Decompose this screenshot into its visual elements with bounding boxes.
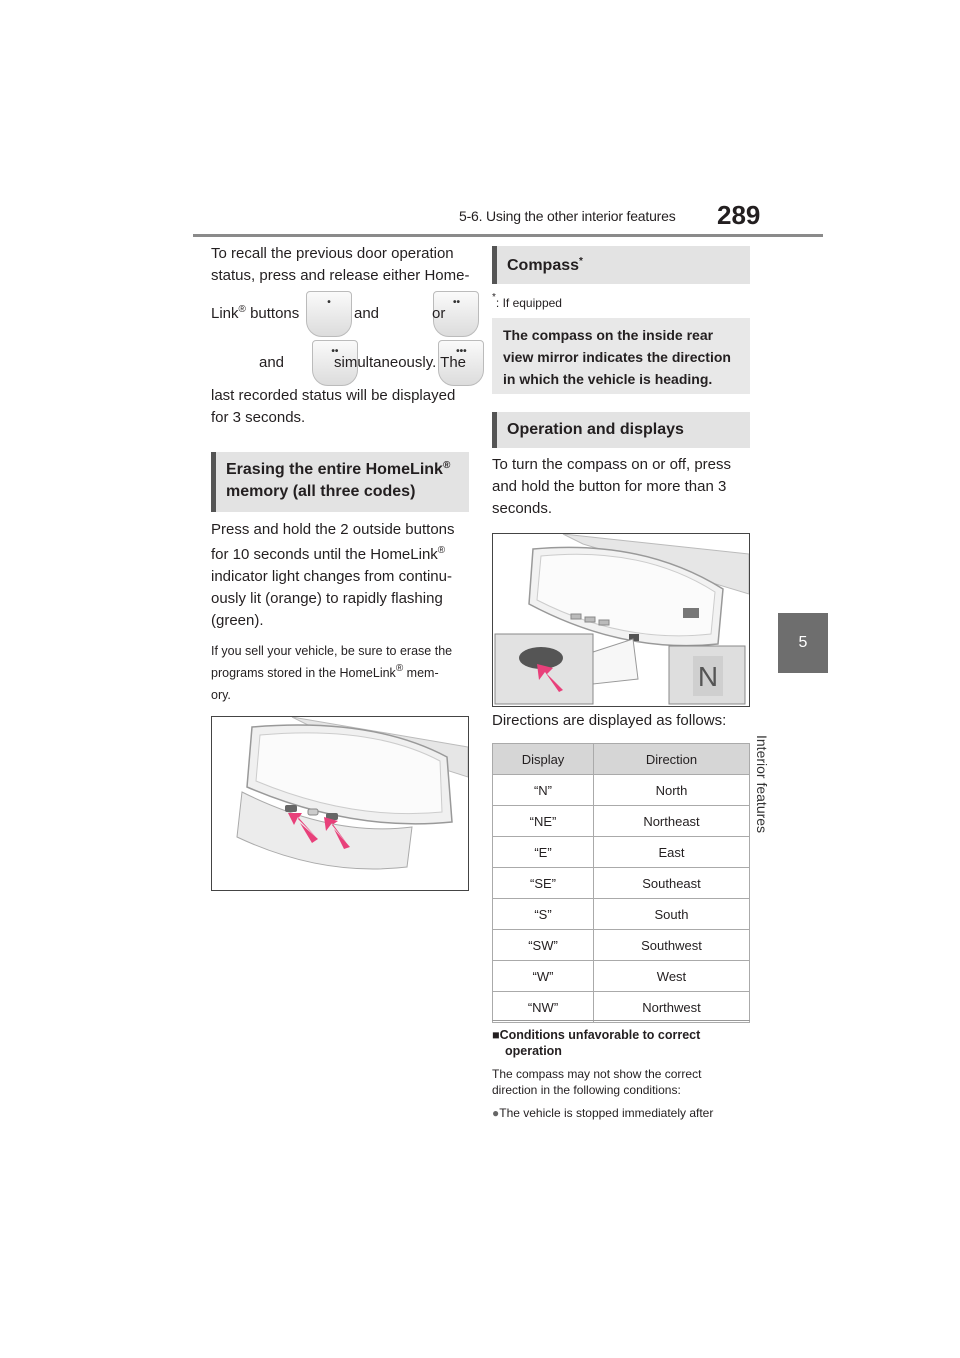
recall-line: status, press and release either Home- [211, 267, 470, 284]
header-display: Display [493, 744, 594, 775]
directions-table [492, 743, 750, 1023]
direction-cell: South [594, 899, 750, 930]
erase-line: ously lit (orange) to rapidly flashing [211, 590, 443, 607]
chapter-tab: 5 [778, 613, 828, 673]
header-direction: Direction [594, 744, 750, 775]
display-cell: “SW” [493, 930, 594, 961]
turn-paragraph [492, 454, 752, 520]
direction-cell: Northeast [594, 806, 750, 837]
homelink-word: Link [211, 305, 239, 322]
recall-line: for 3 seconds. [211, 409, 306, 426]
erase-heading [211, 452, 469, 512]
summary-line: in which the vehicle is heading. [503, 371, 713, 387]
conditions-bullet [492, 1105, 752, 1121]
table-row [493, 837, 750, 868]
registered-mark: ® [238, 304, 246, 315]
button-mark: •• [452, 297, 460, 308]
callout-lines [593, 639, 638, 684]
registered-mark: ® [395, 663, 404, 674]
summary-line: The compass on the inside rear [503, 327, 714, 343]
sell-note [211, 640, 473, 706]
button-mark: • [327, 297, 331, 308]
section-title: 5-6. Using the other interior features [459, 208, 676, 224]
table-row [493, 775, 750, 806]
and-word: and [354, 305, 380, 322]
note-line: mem- [403, 666, 439, 680]
bullet-icon: ● [492, 1106, 500, 1120]
or-word: or [432, 305, 446, 322]
compass-heading-text: Compass [507, 257, 580, 274]
display-cell: “SE” [493, 868, 594, 899]
registered-mark: ® [442, 460, 451, 471]
registered-mark: ® [437, 545, 446, 556]
if-equipped-note [492, 292, 562, 310]
display-cell: “NE” [493, 806, 594, 837]
direction-cell: Northwest [594, 992, 750, 1023]
button-mark: •• [331, 346, 339, 357]
conditions-paragraph [492, 1066, 752, 1098]
button-icon [599, 620, 609, 625]
summary-line: view mirror indicates the direction [503, 349, 731, 365]
display-cell: “NW” [493, 992, 594, 1023]
turn-line: and hold the button for more than 3 [492, 478, 727, 495]
compass-illustration [493, 534, 749, 706]
compass-summary [492, 318, 750, 394]
note-line: ory. [211, 688, 231, 702]
erase-line: for 10 seconds until the HomeLink [211, 546, 438, 563]
compass-heading [492, 246, 750, 284]
direction-cell: Southeast [594, 868, 750, 899]
note-line: programs stored in the HomeLink [211, 666, 396, 680]
asterisk: * [492, 292, 496, 303]
button-middle-icon [308, 809, 318, 815]
conditions-heading-text: Conditions unfavorable to correct [499, 1028, 701, 1042]
direction-cell: Southwest [594, 930, 750, 961]
erase-line: Press and hold the 2 outside buttons [211, 521, 455, 538]
conditions-heading [492, 1027, 742, 1059]
table-row [493, 899, 750, 930]
display-cell: “E” [493, 837, 594, 868]
buttons-word: buttons [245, 305, 300, 322]
conditions-line: direction in the following conditions: [492, 1083, 681, 1097]
table-header-row [493, 744, 750, 775]
recall-tail [211, 385, 471, 429]
square-bullet-icon: ■ [492, 1028, 500, 1042]
compass-letter: N [697, 661, 719, 692]
erase-heading-text: Erasing the entire HomeLink [226, 461, 443, 478]
header-rule [193, 234, 823, 237]
conditions-line: The compass may not show the correct [492, 1067, 702, 1081]
conditions-rule [492, 1020, 750, 1021]
mirror-illustration [212, 717, 468, 890]
display-cell: “W” [493, 961, 594, 992]
table-row [493, 930, 750, 961]
operation-heading: Operation and displays [492, 412, 750, 448]
mirror-buttons-figure [211, 716, 469, 891]
erase-paragraph [211, 519, 471, 632]
note-line: If you sell your vehicle, be sure to erase the [211, 644, 453, 658]
compass-mirror-figure [492, 533, 750, 707]
turn-line: seconds. [492, 500, 553, 517]
button-mark: ••• [456, 346, 467, 357]
conditions-heading-text: operation [505, 1044, 562, 1058]
erase-heading-text: memory (all three codes) [226, 483, 416, 500]
if-equipped-text: : If equipped [495, 296, 562, 310]
recall-paragraph [211, 243, 471, 287]
and-word: and [259, 354, 285, 371]
display-cell: “N” [493, 775, 594, 806]
compass-display-icon [683, 608, 699, 618]
bullet-text: The vehicle is stopped immediately after [499, 1106, 714, 1120]
erase-line: (green). [211, 612, 264, 629]
simultaneously-text: simultaneously. The [334, 354, 467, 371]
homelink-button-1-icon [306, 291, 352, 337]
recall-line: last recorded status will be displayed [211, 387, 456, 404]
asterisk: * [579, 256, 583, 267]
direction-cell: North [594, 775, 750, 806]
display-cell: “S” [493, 899, 594, 930]
button-icon [571, 614, 581, 619]
turn-line: To turn the compass on or off, press [492, 456, 732, 473]
table-row [493, 992, 750, 1023]
directions-intro: Directions are displayed as follows: [492, 712, 727, 729]
recall-line: To recall the previous door operation [211, 245, 454, 262]
table-row [493, 868, 750, 899]
table-row [493, 961, 750, 992]
button-icon [585, 617, 595, 622]
erase-line: indicator light changes from continu- [211, 568, 452, 585]
page-number: 289 [717, 200, 761, 230]
direction-cell: West [594, 961, 750, 992]
chapter-label: Interior features [754, 735, 770, 834]
direction-cell: East [594, 837, 750, 868]
table-row [493, 806, 750, 837]
button-left-icon [285, 805, 297, 812]
